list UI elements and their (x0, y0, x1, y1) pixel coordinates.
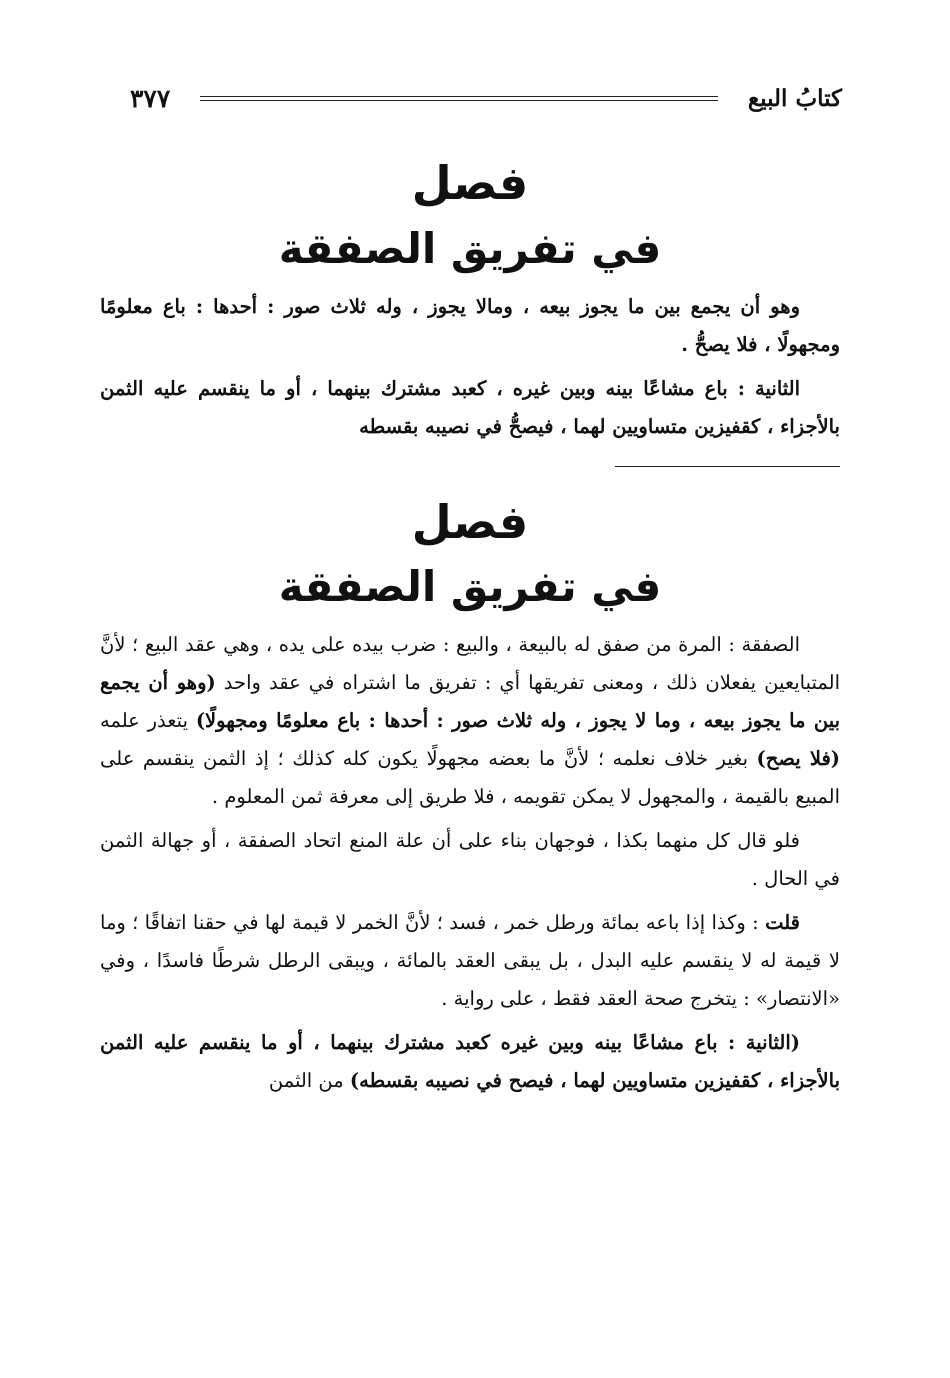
header-rule (200, 96, 718, 101)
section1-paragraph-2: الثانية : باع مشاعًا بينه وبين غيره ، كعبد مشترك بينهما ، أو ما ينقسم عليه الثمن بالأجزاء ، كقفيزين متساويين لهما ، فيصحُّ في نصيبه بقسطه (100, 376, 840, 438)
section2-paragraph-1 (100, 626, 840, 816)
section1-heading: فصل (411, 156, 529, 210)
page-number: ٣٧٧ (130, 83, 171, 113)
running-title: كتابُ البيع (747, 84, 842, 112)
bold-text-run: (الثانية : باع مشاعًا بينه وبين غيره كعبد مشترك بينهما ، أو ما ينقسم عليه الثمن بالأجزاء ، كقفيزين متساويين لهما ، فيصح في نصيبه بقسطه) (100, 1031, 840, 1093)
text-run: : وكذا إذا باعه بمائة ورطل خمر ، فسد ؛ لأنَّ الخمر لا قيمة لها في حقنا اتفاقًا ؛ وما لا قيمة له لا ينقسم عليه البدل ، بل يبقى العقد بالمائة ، ويبقى الرطل شرطًا فاسدًا ، وفي «الانتصار» : يتخرج صحة العقد فقط ، على رواية . (100, 911, 840, 1011)
text-run: يتعذر علمه (100, 709, 196, 733)
section-separator (615, 466, 840, 467)
section1-subheading: في تفريق الصفقة (278, 223, 662, 273)
section2-subheading: في تفريق الصفقة (278, 562, 662, 612)
section2-paragraph-4 (100, 1024, 840, 1100)
text-run: من الثمن (268, 1069, 350, 1093)
page-content (100, 150, 840, 1106)
bold-text-run: (وهو أن يجمع بين ما يجوز بيعه ، وما لا يجوز ، وله ثلاث صور : أحدها : باع معلومًا ومجهولًا) (100, 671, 841, 733)
section2-paragraph-2: فلو قال كل منهما بكذا ، فوجهان بناء على أن علة المنع اتحاد الصفقة ، أو جهالة الثمن في الحال . (100, 829, 840, 891)
bold-text-run: قلت (765, 911, 800, 935)
running-header (130, 78, 842, 118)
section2-paragraph-3 (100, 904, 840, 1018)
section1-paragraph-1: وهو أن يجمع بين ما يجوز بيعه ، ومالا يجوز ، وله ثلاث صور : أحدها : باع معلومًا ومجهولًا ، فلا يصحُّ . (100, 294, 840, 356)
bold-text-run: (فلا يصح) (756, 747, 841, 771)
text-run: بغير خلاف نعلمه ؛ لأنَّ ما بعضه مجهولًا يكون كله كذلك ؛ إذ الثمن ينقسم على المبيع بالقيمة ، والمجهول لا يمكن تقويمه ، فلا طريق إلى معرفة ثمن المعلوم . (100, 747, 840, 809)
section2-heading: فصل (411, 494, 529, 549)
text-run: الصفقة : المرة من صفق له بالبيعة ، والبيع : ضرب بيده على يده ، وهي عقد البيع ؛ لأنَّ المتبايعين يفعلان ذلك ، ومعنى تفريقها أي : تفريق ما اشتراه في عقد واحد (100, 633, 841, 695)
